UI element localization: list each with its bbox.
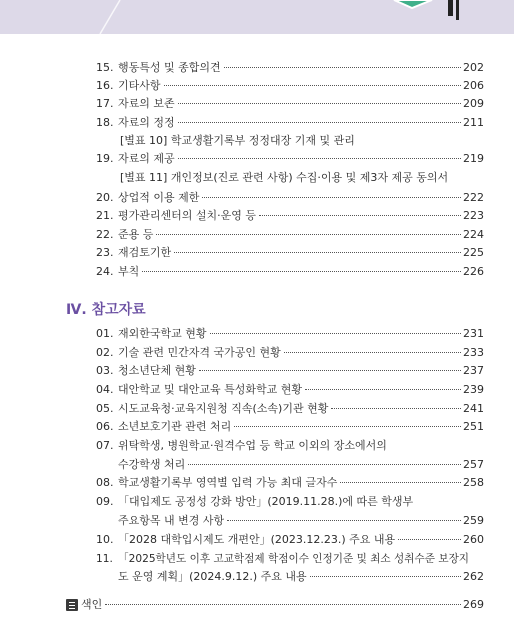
entry-title: 학교생활기록부 영역별 입력 가능 최대 글자수 — [118, 476, 338, 489]
dot-leader — [142, 271, 461, 272]
entry-number: 01. — [96, 327, 114, 340]
dot-leader — [398, 539, 461, 540]
entry-number: 09. — [96, 495, 114, 508]
page-number: 258 — [463, 476, 484, 489]
entry-title: 재외한국학교 현황 — [118, 327, 207, 340]
toc-index-entry[interactable] — [81, 598, 484, 612]
toc-entry[interactable] — [96, 327, 484, 341]
page-number: 233 — [463, 346, 484, 359]
entry-title: 수강학생 처리 — [118, 458, 186, 471]
entry-number: 07. — [96, 439, 114, 452]
toc-entry-first-line[interactable] — [96, 495, 413, 509]
toc-entry[interactable] — [96, 116, 484, 130]
entry-title-line1: 「대입제도 공정성 강화 방안」(2019.11.28.)에 따른 학생부 — [118, 495, 414, 508]
toc-entry[interactable] — [96, 152, 484, 166]
dot-leader — [331, 408, 461, 409]
entry-title: 소년보호기관 관련 처리 — [118, 420, 232, 433]
toc-entry[interactable] — [96, 246, 484, 260]
entry-number: 10. — [96, 533, 114, 546]
dot-leader — [210, 333, 461, 334]
dot-leader — [178, 158, 461, 159]
toc-entry[interactable] — [96, 420, 484, 434]
dot-leader — [305, 389, 461, 390]
page-number: 206 — [463, 79, 484, 92]
entry-title-line1: 「2025학년도 이후 고교학점제 학점이수 인정기준 및 최소 성취수준 보장지 — [118, 553, 470, 565]
dot-leader — [178, 103, 461, 104]
toc-entry[interactable] — [96, 533, 484, 547]
entry-title: 기타사항 — [118, 79, 161, 92]
dot-leader — [284, 352, 461, 353]
entry-title: 부칙 — [118, 265, 140, 278]
entry-number: 21. — [96, 209, 114, 222]
dot-leader — [340, 482, 461, 483]
entry-number: 19. — [96, 152, 114, 165]
page-number: 225 — [463, 246, 484, 259]
entry-number: 18. — [96, 116, 114, 129]
entry-title: 주요항목 내 변경 사항 — [118, 514, 225, 527]
page-number: 269 — [463, 598, 484, 611]
dot-leader — [156, 234, 461, 235]
entry-number: 16. — [96, 79, 114, 92]
dot-leader — [234, 426, 461, 427]
page-number: 241 — [463, 402, 484, 415]
toc-entry[interactable] — [96, 346, 484, 360]
toc-entry[interactable] — [96, 265, 484, 279]
entry-number: 22. — [96, 228, 114, 241]
toc-entry-first-line[interactable] — [96, 552, 469, 566]
dot-leader — [310, 576, 461, 577]
entry-title: 재검토기한 — [118, 246, 172, 259]
entry-title: 평가관리센터의 설치·운영 등 — [118, 209, 257, 222]
entry-number: 23. — [96, 246, 114, 259]
entry-number: 03. — [96, 364, 114, 377]
dot-leader — [199, 370, 461, 371]
page-number: 260 — [463, 533, 484, 546]
dot-leader — [105, 604, 461, 605]
entry-title: 시도교육청·교육지원청 직속(소속)기관 현황 — [118, 402, 329, 415]
entry-title: 청소년단체 현황 — [118, 364, 196, 377]
dot-leader — [164, 85, 461, 86]
entry-title: 자료의 정정 — [118, 116, 175, 129]
toc-entry[interactable] — [96, 79, 484, 93]
entry-title: 도 운영 계획」(2024.9.12.) 주요 내용 — [118, 570, 307, 583]
toc-entry[interactable] — [96, 191, 484, 205]
dot-leader — [174, 252, 461, 253]
dot-leader — [188, 464, 461, 465]
toc-entry[interactable] — [96, 61, 484, 75]
entry-number: 15. — [96, 61, 114, 74]
section-heading: Ⅳ. 참고자료 — [66, 302, 146, 318]
entry-title: 상업적 이용 제한 — [118, 191, 200, 204]
entry-title: 대안학교 및 대안교육 특성화학교 현황 — [118, 383, 303, 396]
entry-number: 20. — [96, 191, 114, 204]
toc-subentry[interactable]: [별표 11] 개인정보(진로 관련 사항) 수집·이용 및 제3자 제공 동의서 — [120, 171, 449, 184]
page-number: 226 — [463, 265, 484, 278]
page-number: 202 — [463, 61, 484, 74]
toc-entry[interactable] — [96, 97, 484, 111]
entry-title: 행동특성 및 종합의견 — [118, 61, 221, 74]
page-number: 223 — [463, 209, 484, 222]
page-number: 222 — [463, 191, 484, 204]
entry-title: 자료의 보존 — [118, 97, 175, 110]
entry-number: 11. — [96, 553, 113, 565]
entry-number: 24. — [96, 265, 114, 278]
page-number: 211 — [463, 116, 484, 129]
entry-number: 04. — [96, 383, 114, 396]
page-number: 251 — [463, 420, 484, 433]
entry-title-line1: 위탁학생, 병원학교·원격수업 등 학교 이외의 장소에서의 — [118, 439, 387, 452]
toc-subentry[interactable]: [별표 10] 학교생활기록부 정정대장 기재 및 관리 — [120, 134, 355, 147]
page-number: 239 — [463, 383, 484, 396]
page-number: 257 — [463, 458, 484, 471]
entry-title: 「2028 대학입시제도 개편안」(2023.12.23.) 주요 내용 — [118, 533, 396, 546]
toc-entry[interactable] — [96, 402, 484, 416]
dot-leader — [227, 520, 461, 521]
toc-entry[interactable] — [118, 570, 484, 584]
entry-title: 자료의 제공 — [118, 152, 175, 165]
entry-number: 17. — [96, 97, 114, 110]
toc-entry[interactable] — [96, 383, 484, 397]
toc-entry[interactable] — [96, 209, 484, 223]
entry-number: 08. — [96, 476, 114, 489]
list-icon — [66, 599, 78, 611]
dot-leader — [178, 122, 461, 123]
dot-leader — [224, 67, 461, 68]
entry-title: 준용 등 — [118, 228, 154, 241]
dot-leader — [202, 197, 461, 198]
entry-number: 06. — [96, 420, 114, 433]
entry-title: 색인 — [81, 598, 103, 611]
page-number: 259 — [463, 514, 484, 527]
page-number: 224 — [463, 228, 484, 241]
toc-entry[interactable] — [96, 228, 484, 242]
toc-entry[interactable] — [96, 364, 484, 378]
page-number: 231 — [463, 327, 484, 340]
page-number: 237 — [463, 364, 484, 377]
toc-entry[interactable] — [118, 514, 484, 528]
entry-number: 02. — [96, 346, 114, 359]
page-number: 219 — [463, 152, 484, 165]
page-number: 262 — [463, 570, 484, 583]
dot-leader — [259, 215, 461, 216]
toc-entry[interactable] — [96, 476, 484, 490]
entry-number: 05. — [96, 402, 114, 415]
page-number: 209 — [463, 97, 484, 110]
toc-entry-first-line[interactable] — [96, 439, 387, 453]
toc-entry[interactable] — [118, 458, 484, 472]
entry-title: 기술 관련 민간자격 국가공인 현황 — [118, 346, 281, 359]
